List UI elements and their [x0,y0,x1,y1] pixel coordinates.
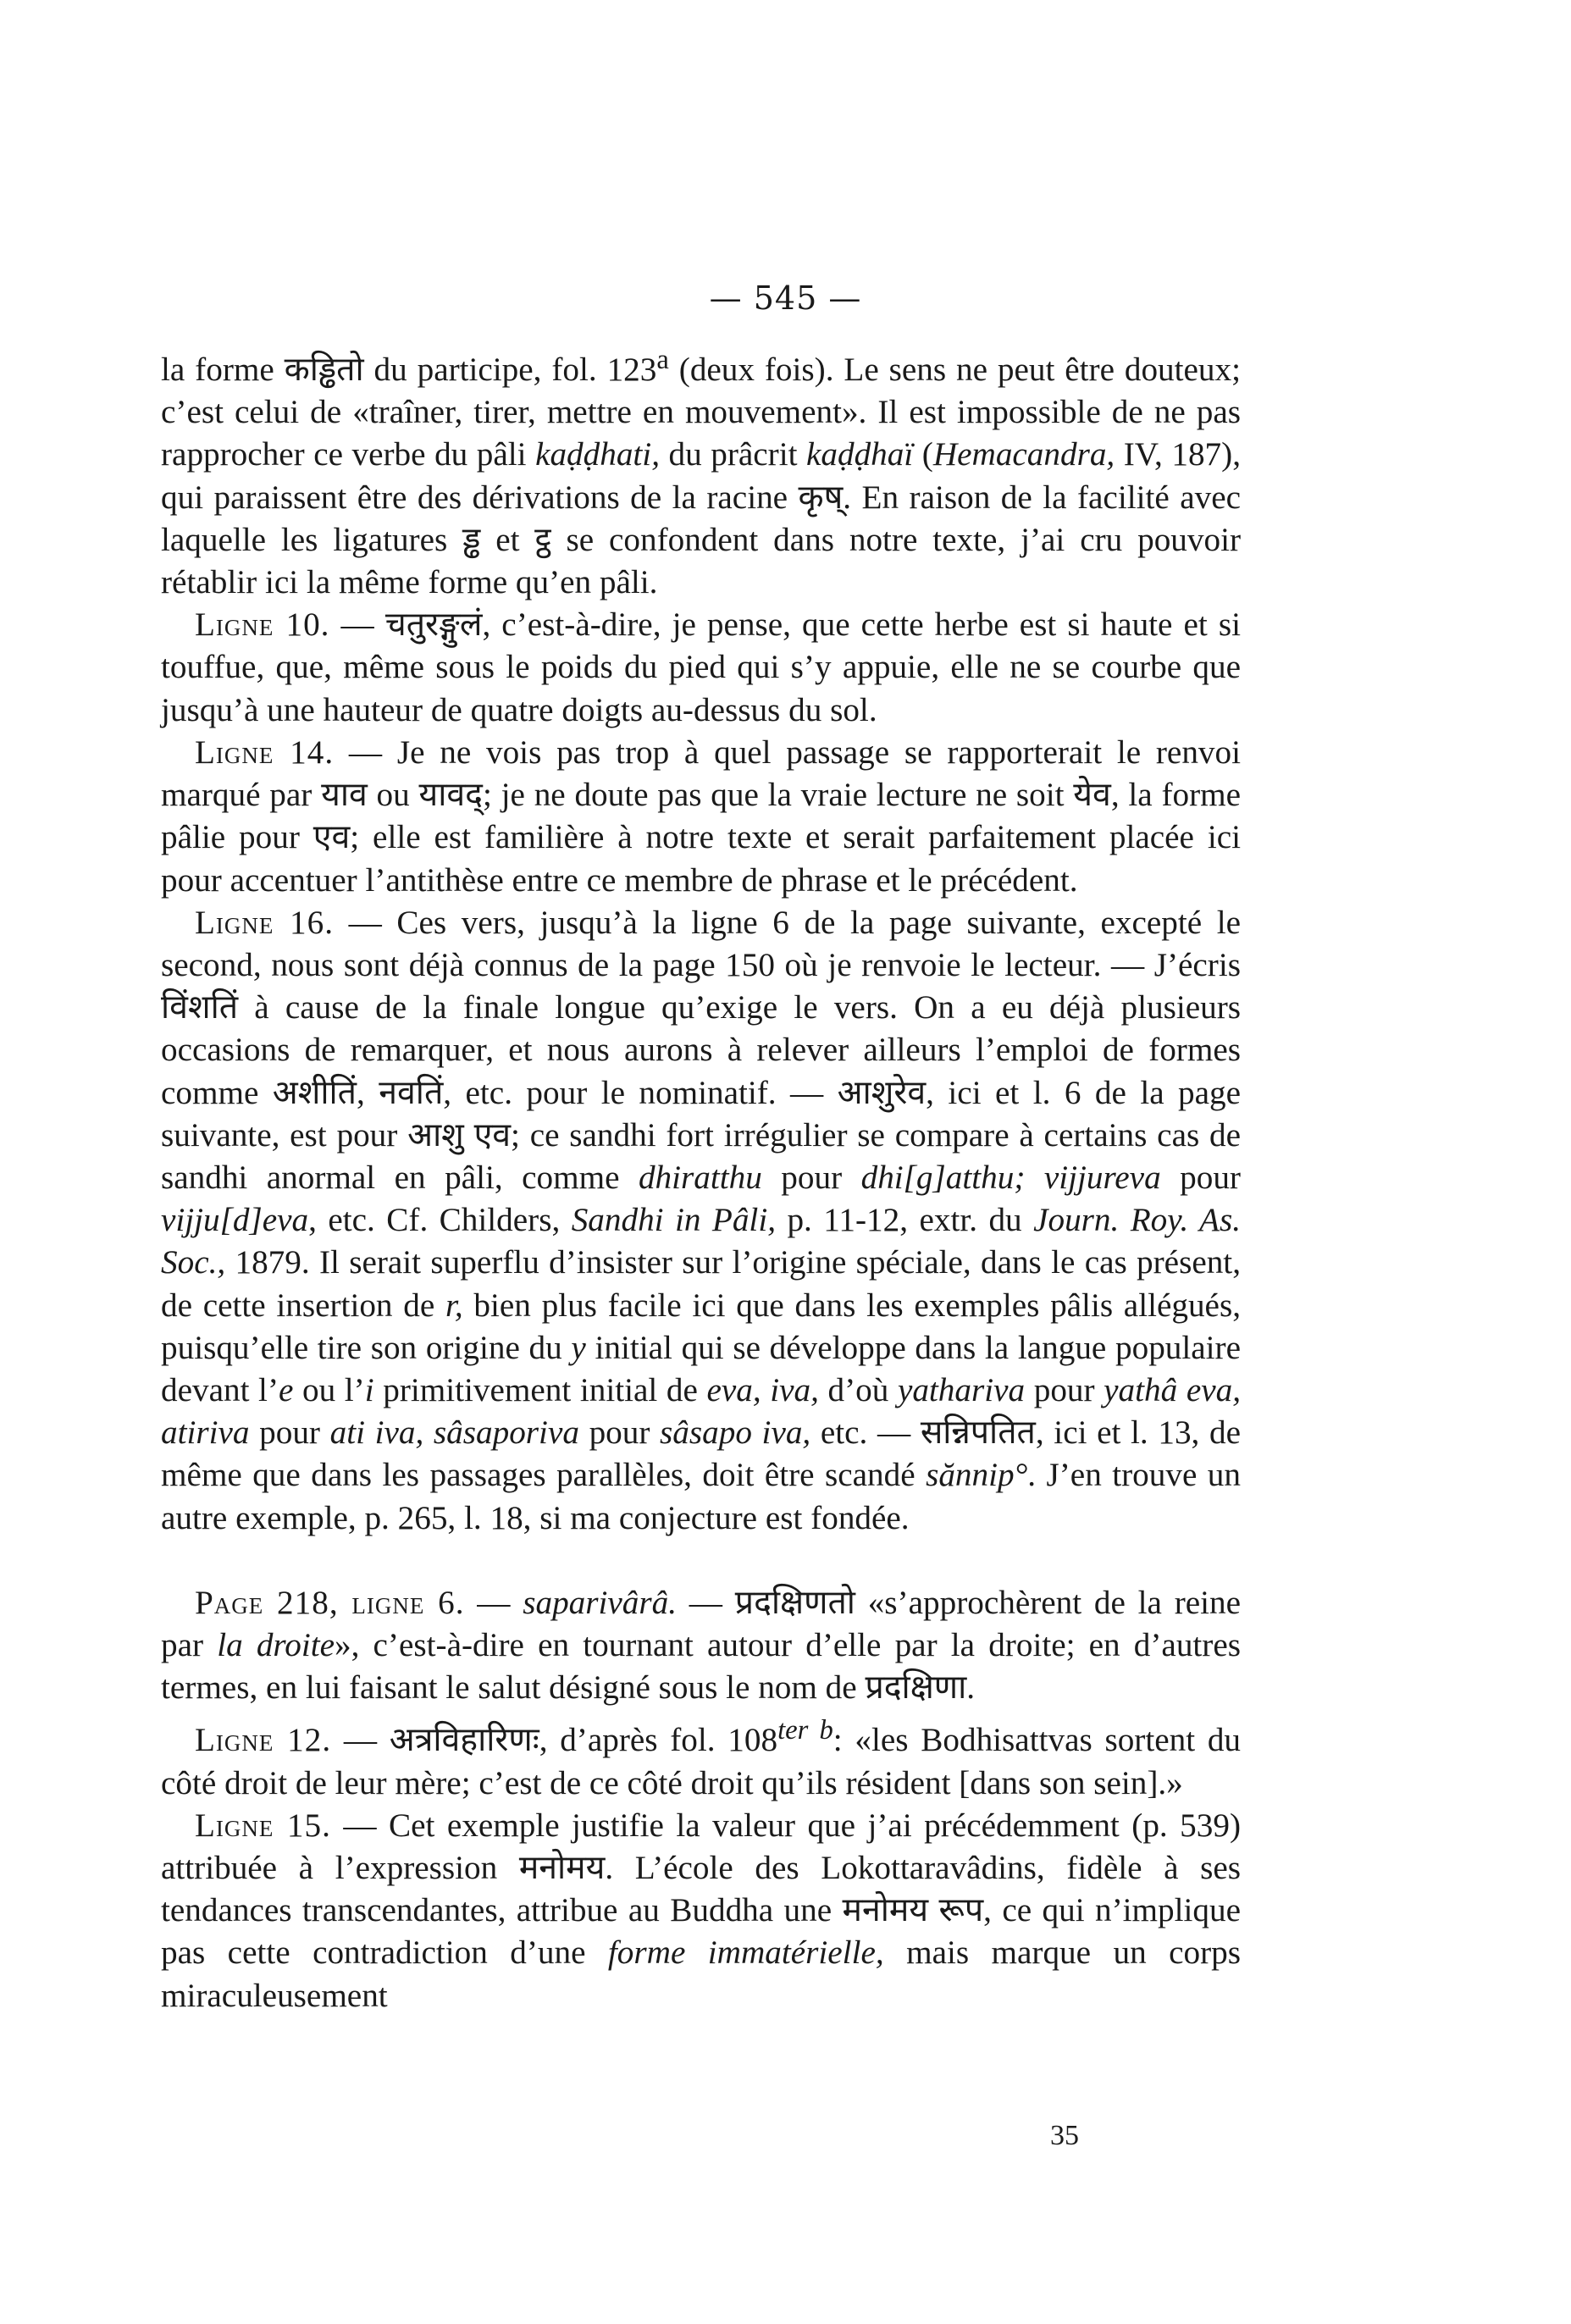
text-span: pour [1160,1159,1241,1196]
text-span: — [677,1584,735,1621]
text-span: à cause de la finale longue qu’exige le vers. On a eu déjà plusieurs occasions de remarquer, et nous aurons à relever ailleurs l’emploi de formes comme [161,989,1241,1111]
text-span: , etc. pour le nominatif. — [443,1074,838,1111]
paragraph-ligne-12 [161,1709,1241,1804]
devanagari-word: एव [313,819,351,856]
text-span: , d’après fol. 108 [539,1722,778,1759]
devanagari-word: कड्ढितो [284,351,364,389]
text-span: ou l’ [293,1371,365,1408]
italic-term: y [571,1329,586,1366]
section-label: Ligne 16. [195,904,335,941]
italic-term: r, [445,1286,463,1324]
text-span: , la forme pâlie pour [161,777,1242,856]
italic-term: sâsapo iva, [660,1414,811,1452]
devanagari-word: विंशतिं [161,989,239,1026]
italic-term: ati iva, sâsaporiva [329,1414,579,1452]
superscript: ter b [777,1715,833,1746]
italic-term: saparivârâ. [523,1584,678,1621]
text-span: . J’en trouve un autre exemple, p. 265, l. 18, si ma conjecture est fondée. [161,1457,1241,1536]
text-span: pour [1025,1371,1104,1408]
text-span: , c’est-à-dire, je pense, que cette herbe est si haute et si touffue, que, même sous le poids du pied qui s’y appuie, elle ne se courbe que jusqu’à une hauteur de quatre doigts au-dessus du sol. [161,606,1242,728]
text-span: «s’approchèrent de la reine par [161,1584,1242,1663]
italic-term: kaḍḍhati, [535,436,660,473]
paragraph-participe [161,339,1241,604]
paragraph-ligne-10 [161,604,1241,732]
devanagari-word: यावद् [418,777,483,814]
text-span: (deux fois). Le sens ne peut être douteux; c’est celui de «traîner, tirer, mettre en mouvement». Il est impossible de ne pas rapprocher ce verbe du pâli [161,351,1241,473]
text-span: IV, 187), qui paraissent être des dérivations de la racine [161,436,1241,516]
text-span: — Je ne vois pas trop à quel passage se rapporterait le renvoi marqué par [161,733,1241,814]
text-span: p. 11-12, extr. du [776,1202,1034,1239]
italic-term: i [364,1371,374,1408]
text-span: . [966,1669,976,1707]
text-span: etc. — [810,1414,921,1452]
italic-term: dhi[g]atthu; vijjureva [860,1159,1161,1196]
devanagari-word: ड्ढ [462,521,481,558]
text-span: , ici et l. 6 de la page suivante, est pour [161,1074,1242,1154]
text-span: du participe, fol. 123 [363,351,657,389]
text-span: — Ces vers, jusqu’à la ligne 6 de la page suivante, excepté le second, nous sont déjà connus de la page 150 où je renvoie le lecteur. — J’écris [161,904,1241,983]
text-span: ( [913,436,933,473]
section-label: Ligne 15. [195,1807,331,1844]
text-span: ; ce sandhi fort irrégulier se compare à certains cas de sandhi anormal en pâli, comme [161,1116,1241,1196]
section-label: Ligne 14. [195,733,335,771]
devanagari-word: मनोमय रूप [842,1892,984,1929]
section-label: Page 218, ligne 6. [195,1584,465,1621]
italic-term: dhiratthu [638,1159,762,1196]
devanagari-word: प्रदक्षिणा [865,1669,967,1707]
devanagari-word: चतुरङ्गुलं [384,606,483,644]
text-span: mais marque un corps miraculeusement [161,1934,1241,2014]
text-span: initial qui se développe dans la langue populaire devant l’ [161,1329,1242,1408]
italic-term: yathâ eva, atiriva [161,1371,1241,1452]
text-span: . En raison de la facilité avec laquelle les ligatures [161,479,1241,558]
paragraph-page-218 [161,1582,1241,1710]
devanagari-word: याव [321,777,368,814]
section-label: Ligne 10. [195,606,330,644]
text-span: ou [367,777,419,814]
devanagari-word: आशु एव [407,1116,512,1154]
text-span: — [329,606,385,644]
italic-term: e [279,1371,294,1408]
text-span: — Cet exemple justifie la valeur que j’ai précédemment (p. 539) attribuée à l’expression [161,1807,1242,1887]
devanagari-word: अत्रविहारिणः [389,1722,539,1759]
text-span: ; je ne doute pas que la vraie lecture ne soit [482,777,1074,814]
devanagari-word: मनोमय [518,1850,606,1887]
text-span: », c’est-à-dire en tournant autour d’elle par la droite; en d’autres termes, en lui faisant le salut désigné sous le nom de [161,1626,1241,1707]
paragraph-ligne-15 [161,1805,1241,2017]
text-span: ; elle est familière à notre texte et serait parfaitement placée ici pour accentuer l’antithèse entre ce membre de phrase et le précédent. [161,819,1241,899]
text-span: du prâcrit [660,436,806,473]
text-span: primitivement initial de [373,1371,707,1408]
devanagari-word: अशीतिं, नवतिं [272,1074,444,1111]
text-span: pour [578,1414,661,1452]
page-number: — 545 — [709,279,862,317]
italic-term: vijju[d]eva [161,1202,309,1239]
devanagari-word: ट्ठ [534,521,551,558]
italic-term: la droite [217,1626,335,1663]
text-span: , ici et l. 13, de même que dans les passages parallèles, doit être scandé [161,1414,1241,1494]
italic-term: yathariva [897,1371,1026,1408]
devanagari-word: आशुरेव [837,1074,927,1111]
section-label: Ligne 12. [195,1722,332,1759]
text-span: 1879. Il serait superflu d’insister sur l’origine spéciale, dans le cas présent, de cette insertion de [161,1244,1241,1324]
italic-term: Hemacandra, [932,436,1115,473]
italic-term: kaḍḍhaï [806,436,914,473]
text-span: d’où [818,1371,898,1408]
devanagari-word: येव [1073,777,1111,814]
text-span: se confondent dans notre texte, j’ai cru pouvoir rétablir ici la même forme qu’en pâli. [161,521,1242,601]
signature-mark: 35 [1050,2120,1079,2151]
paragraph-ligne-14 [161,732,1241,902]
text-span: — [331,1722,390,1759]
superscript: a [656,345,669,375]
paragraph-ligne-16 [161,902,1241,1540]
text-span: et [480,521,535,558]
italic-term: Sandhi in Pâli, [571,1202,777,1239]
italic-term: sănnip° [926,1457,1028,1494]
body-text [161,339,1241,2017]
text-span: , etc. Cf. Childers, [308,1202,572,1239]
text-span: : «les Bodhisattvas sortent du côté droit de leur mère; c’est de ce côté droit qu’ils résident [dans son sein].» [161,1722,1242,1801]
italic-term: forme immatérielle, [607,1934,884,1972]
devanagari-word: सन्निपतित [920,1414,1036,1452]
text-span: bien plus facile ici que dans les exemples pâlis allégués, puisqu’elle tire son origine du [161,1286,1241,1366]
italic-term: eva, iva, [706,1371,819,1408]
text-span: la forme [161,351,285,389]
text-span: , ce qui n’implique pas cette contradiction d’une [161,1892,1241,1972]
italic-term: Journ. Roy. As. Soc., [161,1202,1241,1281]
text-span: pour [249,1414,330,1452]
devanagari-word: प्रदक्षिणतो [734,1584,855,1621]
devanagari-word: कृष् [798,479,844,516]
text-span: pour [761,1159,861,1196]
section-gap [161,1540,1241,1582]
text-span: . L’école des Lokottaravâdins, fidèle à ses tendances transcendantes, attribue au Buddha une [161,1850,1242,1929]
text-span: — [464,1584,523,1621]
